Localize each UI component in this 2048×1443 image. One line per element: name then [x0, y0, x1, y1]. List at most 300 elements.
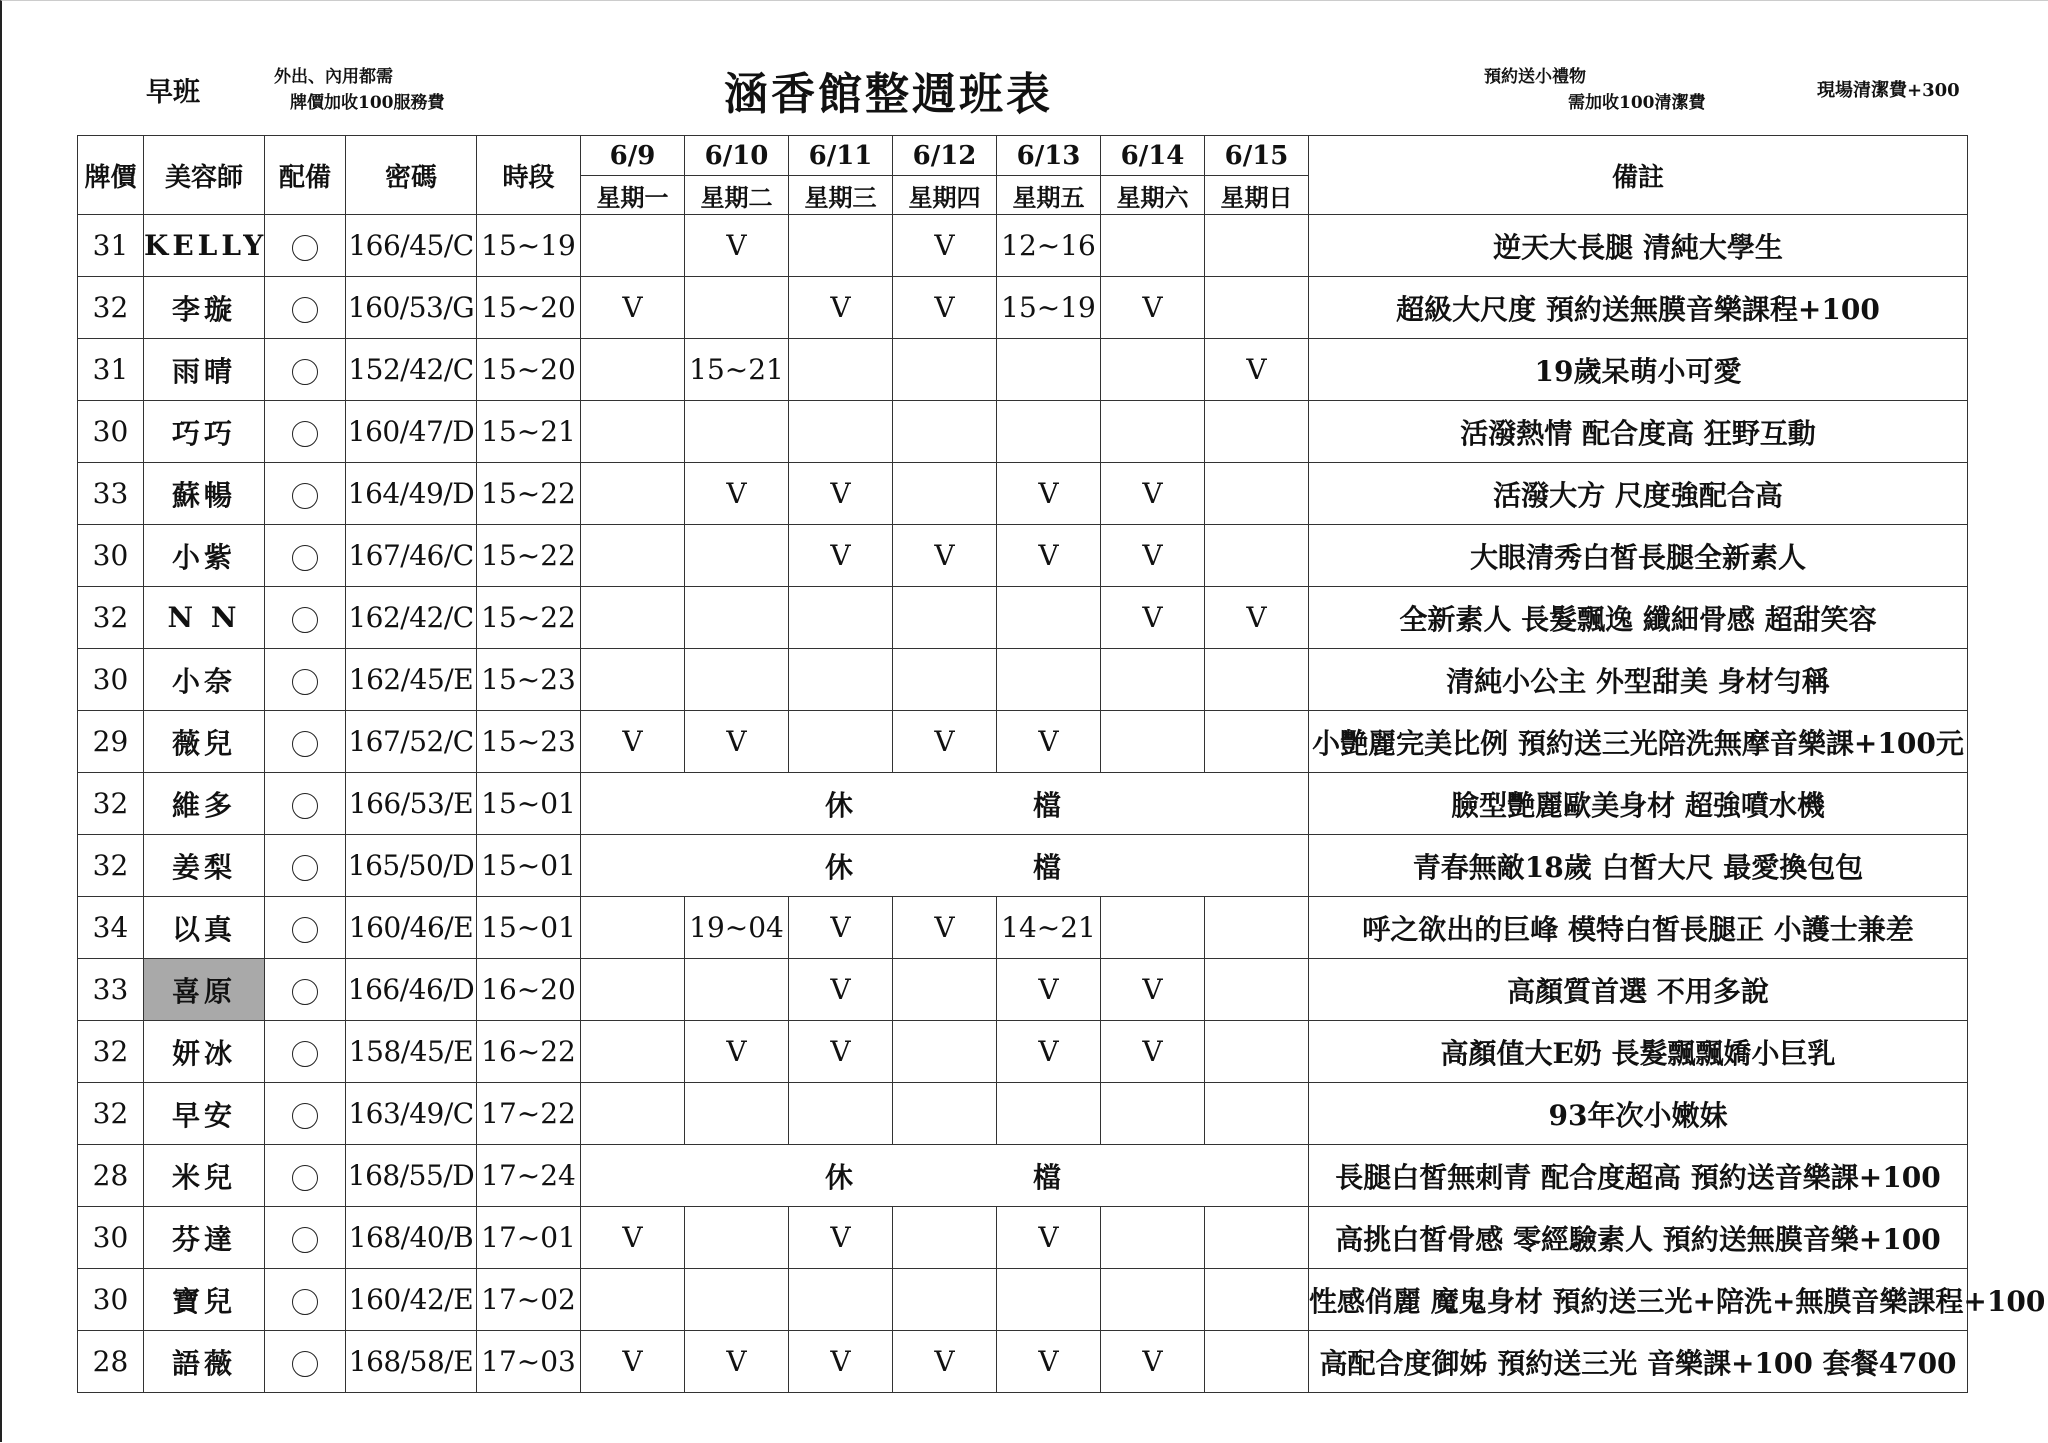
day-cell — [685, 525, 789, 587]
stylist-name: 姜梨 — [144, 835, 265, 897]
remark-cell: 活潑大方 尺度強配合高 — [1309, 463, 1968, 525]
code-cell: 167/52/C — [346, 711, 477, 773]
day-cell — [1101, 339, 1205, 401]
off-label: 檔 — [1033, 850, 1062, 884]
col-header-date: 6/14 — [1101, 136, 1205, 176]
day-cell — [685, 1083, 789, 1145]
day-cell — [893, 1207, 997, 1269]
day-cell: V — [1101, 463, 1205, 525]
equip-cell — [265, 277, 346, 339]
price-cell: 29 — [78, 711, 144, 773]
remark-cell: 逆天大長腿 清純大學生 — [1309, 215, 1968, 277]
day-cell — [581, 1269, 685, 1331]
schedule-table — [77, 135, 2046, 1393]
table-row — [78, 1269, 1968, 1331]
day-cell: V — [685, 215, 789, 277]
hours-cell: 15~23 — [477, 649, 581, 711]
off-label: 檔 — [1033, 788, 1062, 822]
off-label: 檔 — [1033, 1160, 1062, 1194]
day-cell — [1101, 1207, 1205, 1269]
table-row — [78, 1331, 1968, 1393]
equip-cell — [265, 1083, 346, 1145]
day-cell — [893, 1083, 997, 1145]
equip-cell — [265, 401, 346, 463]
day-cell — [581, 959, 685, 1021]
hours-cell: 16~22 — [477, 1021, 581, 1083]
equip-cell — [265, 525, 346, 587]
col-header-date: 6/9 — [581, 136, 685, 176]
header-row-dates — [78, 136, 1968, 176]
col-header-date: 6/11 — [789, 136, 893, 176]
stylist-name: 早安 — [144, 1083, 265, 1145]
table-row — [78, 1083, 1968, 1145]
day-cell: V — [1205, 587, 1309, 649]
col-header-date: 6/15 — [1205, 136, 1309, 176]
day-cell: V — [893, 897, 997, 959]
day-cell: V — [685, 1021, 789, 1083]
price-cell: 32 — [78, 587, 144, 649]
price-cell: 31 — [78, 339, 144, 401]
day-cell: V — [997, 1207, 1101, 1269]
day-cell — [1205, 1331, 1309, 1393]
day-cell — [1101, 897, 1205, 959]
day-cell — [789, 587, 893, 649]
circle-icon — [292, 235, 318, 261]
remark-cell: 長腿白皙無刺青 配合度超高 預約送音樂課+100 — [1309, 1145, 1968, 1207]
day-cell — [581, 339, 685, 401]
hours-cell: 17~02 — [477, 1269, 581, 1331]
circle-icon — [292, 731, 318, 757]
day-cell — [893, 649, 997, 711]
day-cell: V — [997, 711, 1101, 773]
day-cell — [1205, 1083, 1309, 1145]
stylist-name: 語薇 — [144, 1331, 265, 1393]
remark-cell: 呼之欲出的巨峰 模特白皙長腿正 小護士兼差 — [1309, 897, 1968, 959]
day-cell: V — [1101, 959, 1205, 1021]
day-cell — [789, 711, 893, 773]
hours-cell: 15~22 — [477, 525, 581, 587]
code-cell: 164/49/D — [346, 463, 477, 525]
off-label: 休 — [825, 788, 854, 822]
stylist-name: 以真 — [144, 897, 265, 959]
col-header-weekday: 星期日 — [1205, 176, 1309, 215]
circle-icon — [292, 1103, 318, 1129]
day-cell: V — [685, 1331, 789, 1393]
code-cell: 163/49/C — [346, 1083, 477, 1145]
hours-cell: 17~01 — [477, 1207, 581, 1269]
code-cell: 158/45/E — [346, 1021, 477, 1083]
price-cell: 32 — [78, 277, 144, 339]
col-header-remark: 備註 — [1309, 136, 1968, 215]
day-cell — [997, 649, 1101, 711]
table-row — [78, 215, 1968, 277]
table-row — [78, 649, 1968, 711]
price-cell: 32 — [78, 1083, 144, 1145]
col-header-weekday: 星期二 — [685, 176, 789, 215]
equip-cell — [265, 1145, 346, 1207]
day-cell — [789, 649, 893, 711]
equip-cell — [265, 339, 346, 401]
day-cell: V — [1101, 587, 1205, 649]
table-row — [78, 339, 1968, 401]
off-cell — [581, 773, 1309, 835]
day-cell: V — [893, 711, 997, 773]
day-cell — [997, 1269, 1101, 1331]
day-cell: V — [1101, 277, 1205, 339]
day-cell — [893, 1021, 997, 1083]
code-cell: 160/46/E — [346, 897, 477, 959]
day-cell — [1205, 525, 1309, 587]
day-cell — [685, 1269, 789, 1331]
price-cell: 28 — [78, 1145, 144, 1207]
equip-cell — [265, 587, 346, 649]
code-cell: 166/46/D — [346, 959, 477, 1021]
col-header-date: 6/13 — [997, 136, 1101, 176]
day-cell — [1205, 463, 1309, 525]
hours-cell: 15~20 — [477, 339, 581, 401]
remark-cell: 高配合度御姊 預約送三光 音樂課+100 套餐4700 — [1309, 1331, 1968, 1393]
day-cell — [685, 401, 789, 463]
circle-icon — [292, 1289, 318, 1315]
col-header-date: 6/12 — [893, 136, 997, 176]
code-cell: 160/42/E — [346, 1269, 477, 1331]
day-cell — [581, 1083, 685, 1145]
hours-cell: 15~01 — [477, 835, 581, 897]
price-cell: 30 — [78, 1207, 144, 1269]
circle-icon — [292, 917, 318, 943]
col-header-weekday: 星期三 — [789, 176, 893, 215]
day-cell — [1205, 959, 1309, 1021]
day-cell: V — [789, 277, 893, 339]
code-cell: 168/55/D — [346, 1145, 477, 1207]
day-cell — [1205, 649, 1309, 711]
hours-cell: 16~20 — [477, 959, 581, 1021]
remark-cell: 清純小公主 外型甜美 身材勻稱 — [1309, 649, 1968, 711]
table-row — [78, 897, 1968, 959]
day-cell — [893, 339, 997, 401]
day-cell: V — [685, 711, 789, 773]
day-cell — [685, 587, 789, 649]
day-cell: V — [1101, 1021, 1205, 1083]
stylist-name: 喜原 — [144, 959, 265, 1021]
code-cell: 165/50/D — [346, 835, 477, 897]
day-cell: V — [581, 277, 685, 339]
stylist-name: 維多 — [144, 773, 265, 835]
price-cell: 32 — [78, 1021, 144, 1083]
price-cell: 34 — [78, 897, 144, 959]
table-row — [78, 959, 1968, 1021]
day-cell: V — [789, 1331, 893, 1393]
hours-cell: 15~01 — [477, 897, 581, 959]
service-fee-note-line-1: 外出、內用都需 — [274, 67, 393, 87]
shift-label: 早班 — [146, 77, 200, 108]
table-row — [78, 1207, 1968, 1269]
remark-cell: 大眼清秀白皙長腿全新素人 — [1309, 525, 1968, 587]
day-cell: V — [581, 1331, 685, 1393]
remark-cell: 19歲呆萌小可愛 — [1309, 339, 1968, 401]
equip-cell — [265, 1207, 346, 1269]
schedule-body — [78, 215, 2046, 1393]
day-cell — [685, 1207, 789, 1269]
table-row — [78, 587, 1968, 649]
col-header-weekday: 星期六 — [1101, 176, 1205, 215]
day-cell: V — [789, 525, 893, 587]
day-cell — [581, 215, 685, 277]
price-cell: 30 — [78, 401, 144, 463]
service-fee-note-line-2: 牌價加收100服務費 — [290, 93, 445, 113]
day-cell: V — [581, 1207, 685, 1269]
hours-cell: 17~03 — [477, 1331, 581, 1393]
day-cell — [685, 649, 789, 711]
stylist-name: 李璇 — [144, 277, 265, 339]
remark-cell: 全新素人 長髮飄逸 纖細骨感 超甜笑容 — [1309, 587, 1968, 649]
day-cell: V — [1205, 339, 1309, 401]
day-cell: V — [997, 1021, 1101, 1083]
price-cell: 30 — [78, 1269, 144, 1331]
day-cell — [581, 401, 685, 463]
remark-cell: 青春無敵18歲 白皙大尺 最愛換包包 — [1309, 835, 1968, 897]
remark-cell: 活潑熱情 配合度高 狂野互動 — [1309, 401, 1968, 463]
stylist-name: 薇兒 — [144, 711, 265, 773]
day-cell — [1101, 1269, 1205, 1331]
day-cell: V — [997, 525, 1101, 587]
circle-icon — [292, 979, 318, 1005]
off-cell — [581, 1145, 1309, 1207]
hours-cell: 15~19 — [477, 215, 581, 277]
gift-note-line-2: 需加收100清潔費 — [1568, 93, 1706, 113]
circle-icon — [292, 359, 318, 385]
price-cell: 31 — [78, 215, 144, 277]
table-row — [78, 401, 1968, 463]
equip-cell — [265, 773, 346, 835]
code-cell: 168/40/B — [346, 1207, 477, 1269]
table-row — [78, 463, 1968, 525]
day-cell — [997, 1083, 1101, 1145]
day-cell — [893, 1269, 997, 1331]
stylist-name: 小紫 — [144, 525, 265, 587]
off-label: 休 — [825, 850, 854, 884]
col-header-weekday: 星期一 — [581, 176, 685, 215]
code-cell: 162/45/E — [346, 649, 477, 711]
remark-cell: 小艷麗完美比例 預約送三光陪洗無摩音樂課+100元 — [1309, 711, 1968, 773]
price-cell: 28 — [78, 1331, 144, 1393]
stylist-name: 寶兒 — [144, 1269, 265, 1331]
stylist-name: 芬達 — [144, 1207, 265, 1269]
price-cell: 33 — [78, 463, 144, 525]
day-cell — [581, 1021, 685, 1083]
hours-cell: 17~22 — [477, 1083, 581, 1145]
day-cell: 19~04 — [685, 897, 789, 959]
day-cell — [893, 463, 997, 525]
table-row — [78, 835, 1968, 897]
day-cell — [893, 401, 997, 463]
day-cell: V — [893, 215, 997, 277]
table-row — [78, 277, 1968, 339]
equip-cell — [265, 835, 346, 897]
table-row — [78, 711, 1968, 773]
day-cell — [1205, 1269, 1309, 1331]
day-cell — [1101, 401, 1205, 463]
circle-icon — [292, 297, 318, 323]
remark-cell: 高顏質首選 不用多說 — [1309, 959, 1968, 1021]
price-cell: 32 — [78, 835, 144, 897]
day-cell — [1205, 711, 1309, 773]
stylist-name: 巧巧 — [144, 401, 265, 463]
circle-icon — [292, 421, 318, 447]
hours-cell: 15~22 — [477, 587, 581, 649]
day-cell: V — [997, 1331, 1101, 1393]
day-cell: 15~19 — [997, 277, 1101, 339]
price-cell: 33 — [78, 959, 144, 1021]
circle-icon — [292, 483, 318, 509]
cleaning-fee-note: 現場清潔費+300 — [1817, 80, 1960, 101]
hours-cell: 15~22 — [477, 463, 581, 525]
circle-icon — [292, 1041, 318, 1067]
day-cell: V — [789, 959, 893, 1021]
day-cell: V — [1101, 1331, 1205, 1393]
day-cell — [997, 587, 1101, 649]
day-cell: V — [789, 897, 893, 959]
stylist-name: N N — [144, 587, 265, 649]
equip-cell — [265, 897, 346, 959]
col-header-date: 6/10 — [685, 136, 789, 176]
day-cell — [893, 587, 997, 649]
remark-cell: 超級大尺度 預約送無膜音樂課程+100 — [1309, 277, 1968, 339]
stylist-name: 雨晴 — [144, 339, 265, 401]
code-cell: 160/47/D — [346, 401, 477, 463]
code-cell: 166/45/C — [346, 215, 477, 277]
circle-icon — [292, 1351, 318, 1377]
day-cell: V — [893, 1331, 997, 1393]
day-cell — [581, 525, 685, 587]
day-cell — [1205, 277, 1309, 339]
day-cell: 14~21 — [997, 897, 1101, 959]
day-cell: V — [789, 1021, 893, 1083]
price-cell: 32 — [78, 773, 144, 835]
off-label: 休 — [825, 1160, 854, 1194]
equip-cell — [265, 1269, 346, 1331]
day-cell — [1101, 711, 1205, 773]
col-header-price: 牌價 — [78, 136, 144, 215]
day-cell — [893, 959, 997, 1021]
day-cell — [1101, 1083, 1205, 1145]
table-row — [78, 1145, 1968, 1207]
day-cell: V — [893, 277, 997, 339]
day-cell: V — [789, 463, 893, 525]
col-header-hours: 時段 — [477, 136, 581, 215]
stylist-name: 妍冰 — [144, 1021, 265, 1083]
day-cell — [581, 587, 685, 649]
day-cell — [1205, 401, 1309, 463]
day-cell: V — [789, 1207, 893, 1269]
circle-icon — [292, 1227, 318, 1253]
circle-icon — [292, 545, 318, 571]
day-cell: V — [893, 525, 997, 587]
day-cell — [789, 401, 893, 463]
col-header-equip: 配備 — [265, 136, 346, 215]
day-cell: V — [1101, 525, 1205, 587]
equip-cell — [265, 711, 346, 773]
day-cell — [997, 401, 1101, 463]
equip-cell — [265, 959, 346, 1021]
page-title: 涵香館整週班表 — [724, 69, 1053, 120]
table-row — [78, 1021, 1968, 1083]
equip-cell — [265, 1021, 346, 1083]
day-cell — [581, 463, 685, 525]
day-cell — [789, 1269, 893, 1331]
code-cell: 160/53/G — [346, 277, 477, 339]
code-cell: 152/42/C — [346, 339, 477, 401]
stylist-name: 小奈 — [144, 649, 265, 711]
day-cell — [1205, 897, 1309, 959]
code-cell: 167/46/C — [346, 525, 477, 587]
day-cell — [789, 1083, 893, 1145]
hours-cell: 15~20 — [477, 277, 581, 339]
remark-cell: 性感俏麗 魔鬼身材 預約送三光+陪洗+無膜音樂課程+100 — [1309, 1269, 1968, 1331]
equip-cell — [265, 1331, 346, 1393]
code-cell: 168/58/E — [346, 1331, 477, 1393]
table-row — [78, 525, 1968, 587]
table-row — [78, 773, 1968, 835]
hours-cell: 17~24 — [477, 1145, 581, 1207]
circle-icon — [292, 607, 318, 633]
col-header-code: 密碼 — [346, 136, 477, 215]
day-cell: V — [581, 711, 685, 773]
day-cell — [789, 215, 893, 277]
circle-icon — [292, 669, 318, 695]
day-cell — [1101, 649, 1205, 711]
remark-cell: 93年次小嫩妹 — [1309, 1083, 1968, 1145]
remark-cell: 高顏值大E奶 長髮飄飄嬌小巨乳 — [1309, 1021, 1968, 1083]
price-cell: 30 — [78, 525, 144, 587]
day-cell: V — [685, 463, 789, 525]
remark-cell: 臉型艷麗歐美身材 超強噴水機 — [1309, 773, 1968, 835]
col-header-weekday: 星期四 — [893, 176, 997, 215]
remark-cell: 高挑白皙骨感 零經驗素人 預約送無膜音樂+100 — [1309, 1207, 1968, 1269]
day-cell: 12~16 — [997, 215, 1101, 277]
equip-cell — [265, 649, 346, 711]
stylist-name: KELLY — [144, 215, 265, 277]
day-cell — [1205, 215, 1309, 277]
day-cell — [581, 649, 685, 711]
code-cell: 166/53/E — [346, 773, 477, 835]
day-cell: 15~21 — [685, 339, 789, 401]
price-cell: 30 — [78, 649, 144, 711]
circle-icon — [292, 1165, 318, 1191]
circle-icon — [292, 793, 318, 819]
day-cell: V — [997, 959, 1101, 1021]
day-cell — [1101, 215, 1205, 277]
col-header-weekday: 星期五 — [997, 176, 1101, 215]
equip-cell — [265, 215, 346, 277]
equip-cell — [265, 463, 346, 525]
day-cell — [685, 959, 789, 1021]
circle-icon — [292, 855, 318, 881]
day-cell — [685, 277, 789, 339]
day-cell — [789, 339, 893, 401]
stylist-name: 蘇暢 — [144, 463, 265, 525]
col-header-name: 美容師 — [144, 136, 265, 215]
day-cell — [997, 339, 1101, 401]
gift-note-line-1: 預約送小禮物 — [1484, 67, 1586, 87]
code-cell: 162/42/C — [346, 587, 477, 649]
hours-cell: 15~01 — [477, 773, 581, 835]
day-cell — [581, 897, 685, 959]
stylist-name: 米兒 — [144, 1145, 265, 1207]
hours-cell: 15~21 — [477, 401, 581, 463]
day-cell: V — [997, 463, 1101, 525]
hours-cell: 15~23 — [477, 711, 581, 773]
